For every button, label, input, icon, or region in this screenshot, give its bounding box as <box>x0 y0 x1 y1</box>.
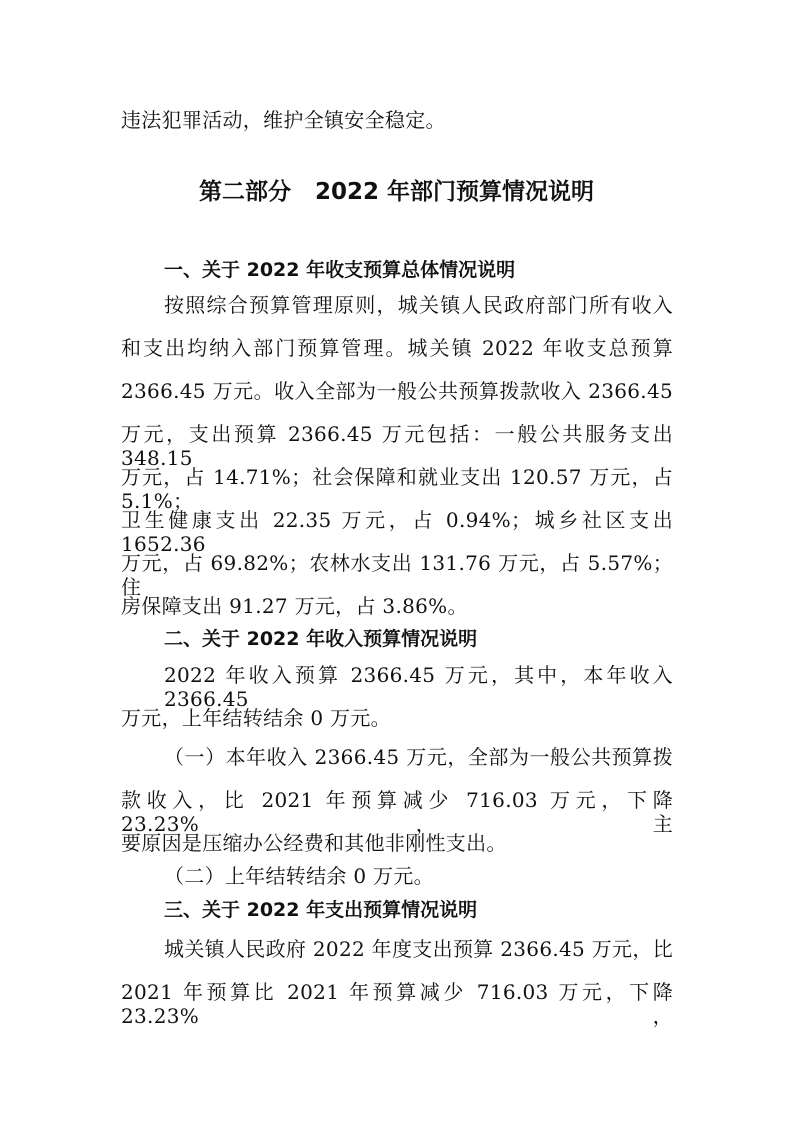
section-1-line-8: 房保障支出 91.27 万元，占 3.86%。 <box>121 594 468 618</box>
section-3-heading: 三、关于 2022 年支出预算情况说明 <box>164 899 478 921</box>
section-1-line-1: 按照综合预算管理原则，城关镇人民政府部门所有收入 <box>164 293 673 317</box>
section-3-line-1: 城关镇人民政府 2022 年度支出预算 2366.45 万元，比 <box>164 937 673 961</box>
section-2-line-1: 2022 年收入预算 2366.45 万元，其中，本年收入 2366.45 <box>164 663 673 711</box>
section-1-heading: 一、关于 2022 年收支预算总体情况说明 <box>164 259 516 281</box>
section-3-line-2: 2021 年预算比 2021 年预算减少 716.03 万元，下降 23.23%， <box>121 980 673 1028</box>
section-1-line-7: 万元，占 69.82%；农林水支出 131.76 万元，占 5.57%；住 <box>121 551 673 599</box>
section-1-line-3: 2366.45 万元。收入全部为一般公共预算拨款收入 2366.45 <box>121 379 673 403</box>
section-2-line-4: 款收入，比 2021 年预算减少 716.03 万元，下降 23.23%，主 <box>121 788 673 836</box>
section-2-line-2: 万元，上年结转结余 0 万元。 <box>121 706 391 730</box>
section-1-line-6: 卫生健康支出 22.35 万元，占 0.94%；城乡社区支出 1652.36 <box>121 508 673 556</box>
section-1-line-5: 万元，占 14.71%；社会保障和就业支出 120.57 万元，占 5.1%； <box>121 465 673 513</box>
section-1-line-4: 万元，支出预算 2366.45 万元包括：一般公共服务支出 348.15 <box>121 422 673 470</box>
section-2-line-3: （一）本年收入 2366.45 万元，全部为一般公共预算拨 <box>164 745 673 769</box>
carryover-line: 违法犯罪活动，维护全镇安全稳定。 <box>121 108 446 132</box>
section-1-line-2: 和支出均纳入部门预算管理。城关镇 2022 年收支总预算 <box>121 336 673 360</box>
section-2-line-6: （二）上年结转结余 0 万元。 <box>164 864 434 888</box>
part-title: 第二部分 2022 年部门预算情况说明 <box>198 179 595 205</box>
section-2-heading: 二、关于 2022 年收入预算情况说明 <box>164 628 478 650</box>
section-2-line-5: 要原因是压缩办公经费和其他非刚性支出。 <box>121 831 507 855</box>
